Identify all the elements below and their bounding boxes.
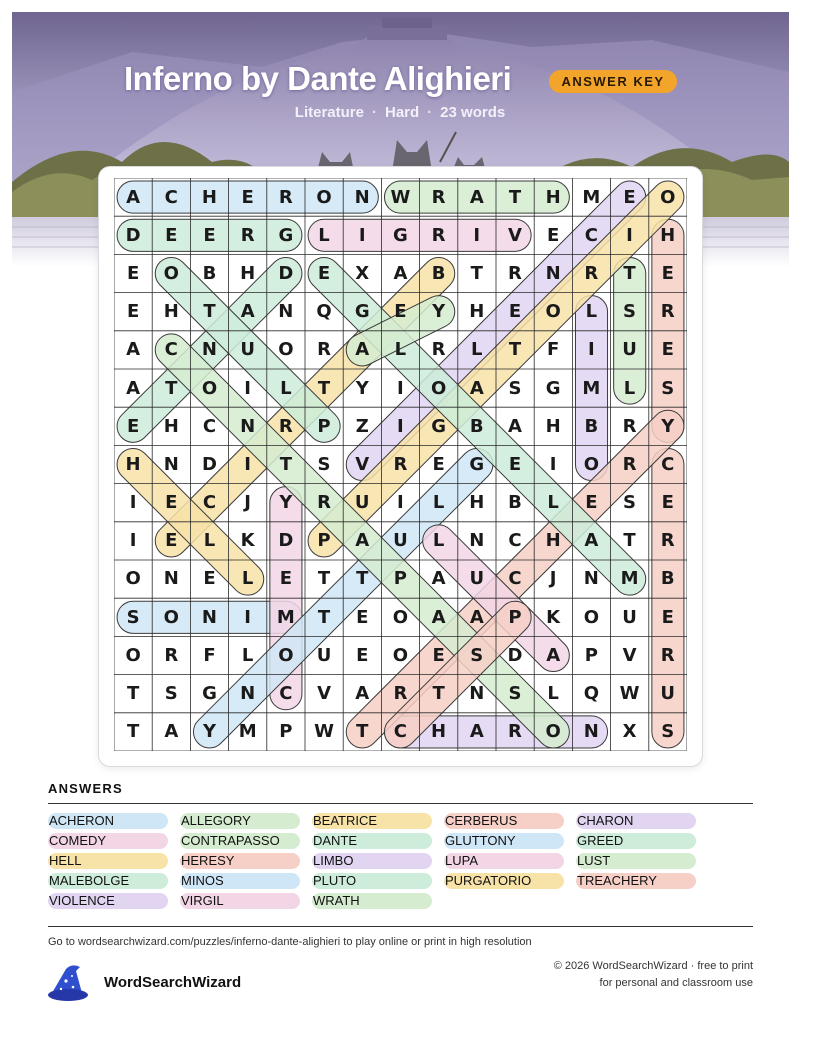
brand-name[interactable]: WordSearchWizard [104, 974, 242, 991]
grid-cell[interactable]: E [661, 492, 674, 514]
grid-cell[interactable]: A [240, 301, 255, 323]
grid-cell[interactable]: G [469, 453, 485, 475]
grid-cell[interactable]: O [545, 301, 561, 323]
grid-cell[interactable]: E [165, 530, 178, 552]
grid-cell[interactable]: R [508, 262, 522, 284]
grid-cell[interactable]: P [279, 721, 293, 743]
puzzle-meta: Literature · Hard · 23 words [294, 104, 506, 121]
grid-cell[interactable]: R [622, 415, 637, 437]
answer-item: MINOS [180, 873, 300, 889]
grid-cell[interactable]: A [355, 683, 370, 705]
grid-cell[interactable]: B [584, 415, 599, 437]
grid-cell[interactable]: N [201, 339, 217, 361]
grid-cell[interactable]: N [469, 530, 485, 552]
grid-cell[interactable]: T [203, 301, 216, 323]
answer-item: BEATRICE [312, 813, 432, 829]
grid-cell[interactable]: C [202, 492, 217, 514]
grid-cell[interactable]: T [623, 530, 636, 552]
grid-cell[interactable]: N [278, 301, 294, 323]
page-title: Inferno by Dante Alighieri [124, 60, 512, 97]
grid-cell[interactable]: T [279, 453, 292, 475]
grid-cell[interactable]: E [585, 492, 598, 514]
grid-cell[interactable]: I [244, 377, 251, 399]
word-count-label: 23 words [440, 104, 506, 121]
grid-cell[interactable]: J [549, 568, 557, 590]
grid-cell[interactable]: L [318, 224, 330, 246]
answer-item: ALLEGORY [180, 813, 300, 829]
answer-item: LUST [576, 853, 696, 869]
grid-cell[interactable]: R [508, 721, 522, 743]
grid-cell[interactable]: U [240, 339, 255, 361]
grid-cell[interactable]: P [508, 606, 522, 628]
answers-list [48, 813, 753, 909]
puzzle-grid-area [114, 178, 687, 751]
grid-cell[interactable]: G [278, 224, 294, 246]
grid-cell[interactable]: R [431, 186, 446, 208]
grid-cell[interactable]: G [545, 377, 561, 399]
grid-cell[interactable]: U [354, 492, 370, 514]
grid-cell[interactable]: E [661, 606, 674, 628]
grid-cell[interactable]: E [432, 644, 445, 666]
grid-cell[interactable]: P [393, 568, 407, 590]
grid-cell[interactable]: I [129, 492, 137, 514]
grid-cell[interactable]: M [582, 186, 601, 208]
grid-cell[interactable]: Y [355, 377, 369, 399]
grid-cell[interactable]: R [317, 492, 331, 514]
grid-cell[interactable]: E [356, 644, 369, 666]
answer-item: HELL [48, 853, 168, 869]
grid-cell[interactable]: L [241, 644, 254, 666]
answer-item: LUPA [444, 853, 564, 869]
grid-cell[interactable]: H [125, 453, 141, 475]
grid-cell[interactable]: B [660, 568, 675, 590]
grid-cell[interactable]: T [317, 606, 331, 628]
grid-cell[interactable]: C [164, 339, 178, 361]
grid-cell[interactable]: W [314, 721, 334, 743]
grid-cell[interactable]: L [623, 377, 636, 399]
grid-cell[interactable]: W [390, 186, 411, 208]
grid-cell[interactable]: K [240, 530, 255, 552]
grid-cell[interactable]: A [546, 644, 561, 666]
grid-cell[interactable]: A [164, 721, 179, 743]
grid-cell[interactable]: R [278, 186, 293, 208]
grid-cell[interactable]: H [660, 224, 676, 246]
answer-item: VIOLENCE [48, 893, 168, 909]
grid-cell[interactable]: D [201, 453, 217, 475]
grid-cell[interactable]: L [547, 492, 559, 514]
answer-item: CONTRAPASSO [180, 833, 300, 849]
grid-cell[interactable]: N [469, 683, 485, 705]
grid-cell[interactable]: I [397, 377, 404, 399]
grid-cell[interactable]: V [317, 683, 331, 705]
grid-cell[interactable]: S [661, 721, 675, 743]
grid-cell[interactable]: H [163, 301, 179, 323]
grid-cell[interactable]: N [354, 186, 370, 208]
grid-cell[interactable]: L [585, 301, 598, 323]
grid-cell[interactable]: B [202, 262, 217, 284]
answer-item: HERESY [180, 853, 300, 869]
grid-cell[interactable]: I [587, 339, 595, 361]
grid-cell[interactable]: B [469, 415, 484, 437]
grid-cell[interactable]: M [276, 606, 295, 628]
grid-cell[interactable]: I [549, 453, 557, 475]
grid-cell[interactable]: C [164, 186, 178, 208]
grid-cell[interactable]: O [278, 339, 294, 361]
grid-cell[interactable]: R [278, 415, 293, 437]
grid-cell[interactable]: E [356, 606, 369, 628]
grid-cell[interactable]: L [432, 492, 445, 514]
letter-grid [114, 178, 687, 751]
grid-cell[interactable]: E [165, 224, 178, 246]
grid-cell[interactable]: O [392, 606, 409, 628]
grid-cell[interactable]: O [545, 721, 561, 743]
grid-cell[interactable]: N [201, 606, 217, 628]
answer-item: PURGATORIO [444, 873, 564, 889]
grid-cell[interactable]: N [163, 453, 179, 475]
answer-item: ACHERON [48, 813, 168, 829]
grid-cell[interactable]: E [394, 301, 407, 323]
grid-cell[interactable]: S [508, 683, 522, 705]
grid-cell[interactable]: A [469, 606, 484, 628]
grid-cell[interactable]: E [661, 262, 674, 284]
grid-cell[interactable]: A [126, 339, 141, 361]
grid-cell[interactable]: B [431, 262, 446, 284]
grid-cell[interactable]: C [661, 453, 675, 475]
grid-cell[interactable]: R [622, 453, 637, 475]
grid-cell[interactable]: I [397, 415, 404, 437]
grid-cell[interactable]: Y [432, 301, 446, 323]
grid-cell[interactable]: R [393, 453, 408, 475]
grid-cell[interactable]: H [163, 415, 179, 437]
grid-cell[interactable]: A [508, 415, 522, 437]
grid-cell[interactable]: S [623, 492, 637, 514]
grid-cell[interactable]: T [508, 339, 522, 361]
grid-cell[interactable]: A [431, 568, 446, 590]
grid-cell[interactable]: T [356, 721, 369, 743]
grid-cell[interactable]: X [355, 262, 370, 284]
grid-cell[interactable]: T [470, 262, 483, 284]
grid-cell[interactable]: B [508, 492, 522, 514]
grid-cell[interactable]: U [622, 339, 637, 361]
grid-cell[interactable]: U [469, 568, 485, 590]
grid-cell[interactable]: D [125, 224, 141, 246]
grid-cell[interactable]: E [126, 301, 140, 323]
grid-cell[interactable]: N [240, 683, 256, 705]
grid-cell[interactable]: P [584, 644, 598, 666]
grid-cell[interactable]: U [393, 530, 408, 552]
grid-cell[interactable]: P [317, 530, 331, 552]
grid-cell[interactable]: N [583, 721, 599, 743]
grid-cell[interactable]: E [165, 492, 178, 514]
grid-cell[interactable]: H [240, 262, 256, 284]
grid-cell[interactable]: S [164, 683, 178, 705]
grid-cell[interactable]: E [432, 453, 445, 475]
grid-cell[interactable]: L [280, 377, 292, 399]
grid-cell[interactable]: R [660, 301, 675, 323]
grid-cell[interactable]: C [508, 568, 522, 590]
answer-item: WRATH [312, 893, 432, 909]
grid-cell[interactable]: I [129, 530, 137, 552]
grid-cell[interactable]: C [393, 721, 408, 743]
grid-cell[interactable]: G [202, 683, 217, 705]
grid-cell[interactable]: G [393, 224, 408, 246]
grid-cell[interactable]: L [471, 339, 483, 361]
grid-cell[interactable]: D [278, 262, 294, 284]
grid-cell[interactable]: L [547, 683, 559, 705]
answer-item: CERBERUS [444, 813, 564, 829]
grid-cell[interactable]: A [431, 606, 446, 628]
grid-cell[interactable]: R [660, 644, 675, 666]
grid-cell[interactable]: Z [355, 415, 369, 437]
answers-heading: ANSWERS [48, 781, 123, 796]
grid-cell[interactable]: R [660, 530, 675, 552]
grid-cell[interactable]: R [240, 224, 255, 246]
grid-cell[interactable]: S [508, 377, 522, 399]
answer-item: MALEBOLGE [48, 873, 168, 889]
grid-cell[interactable]: F [203, 644, 216, 666]
grid-cell[interactable]: V [355, 453, 370, 475]
grid-cell[interactable]: T [317, 568, 331, 590]
grid-cell[interactable]: L [203, 530, 216, 552]
grid-cell[interactable]: O [316, 186, 332, 208]
grid-cell[interactable]: H [469, 301, 485, 323]
grid-cell[interactable]: A [393, 262, 408, 284]
grid-cell[interactable]: M [238, 721, 257, 743]
grid-cell[interactable]: R [431, 224, 446, 246]
answers-divider [48, 803, 753, 804]
grid-cell[interactable]: Y [279, 492, 293, 514]
grid-cell[interactable]: E [203, 568, 216, 590]
grid-cell[interactable]: I [244, 453, 251, 475]
grid-cell[interactable]: T [623, 262, 636, 284]
grid-cell[interactable]: O [430, 377, 447, 399]
grid-cell[interactable]: A [355, 339, 370, 361]
grid-cell[interactable]: I [244, 606, 251, 628]
grid-cell[interactable]: I [626, 224, 633, 246]
grid-cell[interactable]: S [317, 453, 331, 475]
answer-item: GLUTTONY [444, 833, 564, 849]
grid-cell[interactable]: Y [661, 415, 675, 437]
grid-cell[interactable]: L [241, 568, 254, 590]
grid-cell[interactable]: T [317, 377, 331, 399]
grid-cell[interactable]: X [622, 721, 637, 743]
grid-cell[interactable]: Q [316, 301, 332, 323]
grid-cell[interactable]: V [508, 224, 522, 246]
grid-cell[interactable]: H [201, 186, 217, 208]
grid-cell[interactable]: I [397, 492, 404, 514]
grid-cell[interactable]: A [126, 186, 141, 208]
category-label: Literature [294, 104, 364, 121]
grid-cell[interactable]: M [620, 568, 639, 590]
answer-item: GREED [576, 833, 696, 849]
grid-cell[interactable]: U [660, 683, 676, 705]
grid-cell[interactable]: T [432, 683, 445, 705]
grid-cell[interactable]: S [126, 606, 140, 628]
grid-cell[interactable]: C [508, 530, 522, 552]
grid-cell[interactable]: D [507, 644, 523, 666]
grid-cell[interactable]: C [202, 415, 217, 437]
grid-cell[interactable]: J [244, 492, 251, 514]
grid-cell[interactable]: O [163, 262, 179, 284]
grid-cell[interactable]: H [431, 721, 447, 743]
grid-cell[interactable]: I [358, 224, 366, 246]
grid-cell[interactable]: T [508, 186, 522, 208]
footer-divider [48, 926, 753, 927]
grid-cell[interactable]: N [240, 415, 256, 437]
grid-cell[interactable]: E [203, 224, 216, 246]
grid-cell[interactable]: M [582, 377, 601, 399]
grid-cell[interactable]: A [469, 721, 484, 743]
grid-cell[interactable]: E [241, 186, 254, 208]
answer-item: PLUTO [312, 873, 432, 889]
grid-cell[interactable]: O [583, 453, 599, 475]
grid-cell[interactable]: T [165, 377, 178, 399]
grid-cell[interactable]: O [278, 644, 294, 666]
grid-cell[interactable]: O [163, 606, 179, 628]
grid-cell[interactable]: T [126, 683, 140, 705]
grid-cell[interactable]: E [317, 262, 331, 284]
grid-cell[interactable]: A [355, 530, 370, 552]
grid-cell[interactable]: T [356, 568, 369, 590]
grid-cell[interactable]: O [583, 606, 599, 628]
grid-cell[interactable]: A [126, 377, 141, 399]
answer-key-badge: ANSWER KEY [549, 70, 677, 93]
grid-cell[interactable]: O [392, 644, 409, 666]
answer-item: CHARON [576, 813, 696, 829]
grid-cell[interactable]: I [473, 224, 481, 246]
grid-cell[interactable]: C [279, 683, 293, 705]
grid-cell[interactable]: G [354, 301, 370, 323]
grid-cell[interactable]: H [545, 415, 561, 437]
grid-cell[interactable]: Q [583, 683, 599, 705]
grid-cell[interactable]: G [431, 415, 446, 437]
footer-url-text[interactable]: Go to wordsearchwizard.com/puzzles/inferno-dante-alighieri to play online or print in high resolution [48, 936, 532, 948]
grid-cell[interactable]: R [584, 262, 599, 284]
grid-cell[interactable]: E [126, 262, 140, 284]
grid-cell[interactable]: H [469, 492, 485, 514]
answer-item: VIRGIL [180, 893, 300, 909]
grid-cell[interactable]: R [431, 339, 446, 361]
grid-cell[interactable]: H [545, 186, 561, 208]
grid-cell[interactable]: E [126, 415, 140, 437]
grid-cell[interactable]: N [583, 568, 599, 590]
grid-cell[interactable]: N [163, 568, 179, 590]
grid-cell[interactable]: E [279, 568, 292, 590]
answer-item: DANTE [312, 833, 432, 849]
grid-cell[interactable]: S [661, 377, 675, 399]
grid-cell[interactable]: H [545, 530, 561, 552]
grid-cell[interactable]: U [622, 606, 637, 628]
grid-cell[interactable]: R [317, 339, 331, 361]
grid-cell[interactable]: O [660, 186, 676, 208]
grid-cell[interactable]: W [619, 683, 640, 705]
grid-cell[interactable]: E [508, 301, 522, 323]
wizard-hat-icon [46, 963, 94, 1008]
grid-cell[interactable]: K [546, 606, 561, 628]
grid-cell[interactable]: A [469, 377, 484, 399]
copyright-text: © 2026 WordSearchWizard · free to print for personal and classroom use [553, 960, 753, 989]
grid-cell[interactable]: E [547, 224, 560, 246]
grid-cell[interactable]: T [126, 721, 140, 743]
grid-cell[interactable]: R [393, 683, 408, 705]
grid-cell[interactable]: U [316, 644, 332, 666]
grid-cell[interactable]: C [584, 224, 598, 246]
grid-cell[interactable]: O [201, 377, 218, 399]
grid-cell[interactable]: A [584, 530, 599, 552]
grid-cell[interactable]: O [125, 568, 141, 590]
grid-cell[interactable]: N [545, 262, 561, 284]
grid-cell[interactable]: L [394, 339, 407, 361]
grid-cell[interactable]: R [164, 644, 179, 666]
grid-cell[interactable]: E [623, 186, 636, 208]
grid-cell[interactable]: S [470, 644, 484, 666]
answer-item: COMEDY [48, 833, 168, 849]
grid-cell[interactable]: F [547, 339, 560, 361]
grid-cell[interactable]: D [278, 530, 294, 552]
grid-cell[interactable]: O [125, 644, 141, 666]
answer-item: TREACHERY [576, 873, 696, 889]
answer-item: LIMBO [312, 853, 432, 869]
grid-cell[interactable]: V [622, 644, 637, 666]
grid-cell[interactable]: E [661, 339, 674, 361]
grid-cell[interactable]: L [432, 530, 445, 552]
grid-cell[interactable]: Y [202, 721, 216, 743]
grid-cell[interactable]: A [469, 186, 484, 208]
grid-cell[interactable]: E [508, 453, 522, 475]
grid-cell[interactable]: S [623, 301, 637, 323]
grid-cell[interactable]: P [317, 415, 331, 437]
difficulty-label: Hard [384, 104, 420, 121]
